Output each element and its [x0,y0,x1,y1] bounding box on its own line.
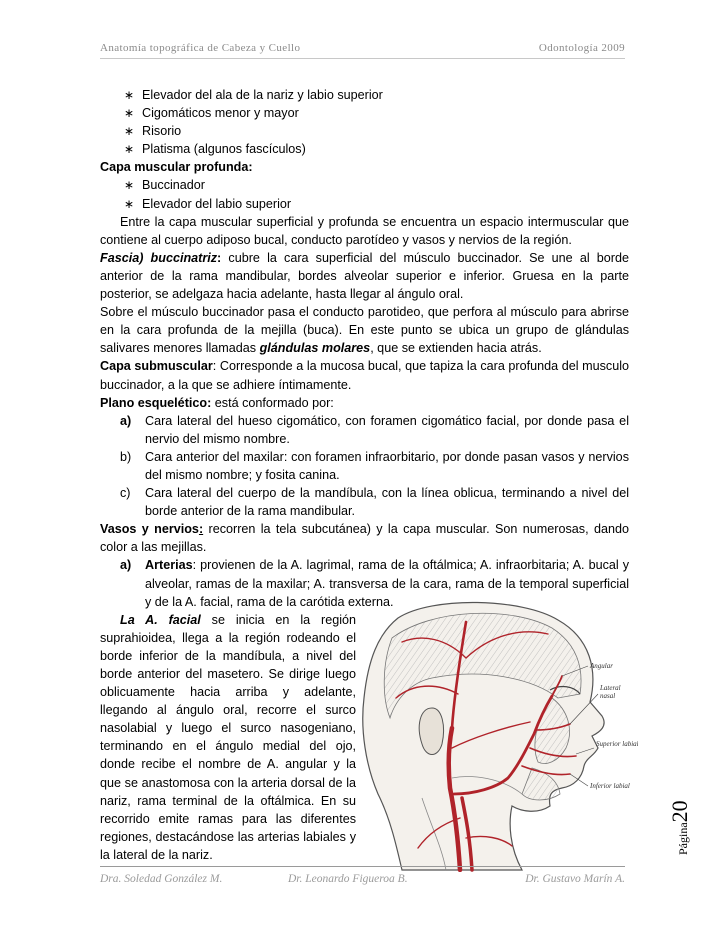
header-course-title: Anatomía topográfica de Cabeza y Cuello [100,42,301,54]
skeletal-plane-paragraph: Plano esquelético: está conformado por: [100,395,334,410]
ear [419,708,443,755]
fascia-term: Fascia) buccinatriz [100,250,218,265]
head-neck-arteries-drawing [362,598,638,872]
list-item: a) Arterias: provienen de la A. lagrimal, rama de la oftálmica; A. infraorbitaria; A. bucal y alveolar, ramas de la maxilar; A. transversa de la cara, rama de la temporal superficial y de la A. facial, rama de la carótida externa. [120,558,629,609]
label-lateral-nasal: Lateral nasal [600,684,621,700]
asterisk-bullet-icon: ∗ [124,124,135,139]
fascia-paragraph: Fascia) buccinatriz: cubre la cara superficial del músculo buccinador. Se une al borde anterior de la rama mandibular, bordes alveolar superior e inferior. Gruesa en la parte posterior, se adelgaza hacia adelante, hasta llegar al ángulo oral. [100,250,629,302]
facial-artery-illustration [362,598,638,872]
label-superior-labial: Superior labial [596,740,638,748]
facial-artery-paragraph: La A. facial se inicia en la región suprahioidea, llega a la región rodeando el borde inferior de la mandíbula, a nivel del borde anterior del masetero. Se dirige luego oblicuamente hacia arriba y adelante, llegando al ángulo oral, recorre el surco nasolabial y luego el surco nasogeniano, terminando en el ángulo medial del ojo, donde recibe el nombre de A. angular y la que se anastomosa con la arteria dorsal de la nariz, rama terminal de la oftálmica. En su recorrido emite ramas para las diferentes regiones, destacándose las arterias labiales y la lateral de la nariz. [100,612,357,862]
deep-layer-heading: Capa muscular profunda: [100,160,253,175]
list-item: ∗ Platisma (algunos fascículos) [124,140,629,158]
page-number: 20 [667,800,692,823]
page-number-vertical [667,800,693,855]
footer-author-3: Dr. Gustavo Marín A. [525,873,625,885]
facial-artery-term: La A. facial [120,612,201,627]
list-item: ∗ Buccinador [124,176,629,194]
footer-author-1: Dra. Soledad González M. [100,873,223,885]
list-item: ∗ Cigomáticos menor y mayor [124,104,629,122]
list-item: ∗ Risorio [124,122,629,140]
skeletal-plane-term: Plano esquelético: [100,395,212,410]
asterisk-bullet-icon: ∗ [124,106,135,121]
asterisk-bullet-icon: ∗ [124,196,135,211]
arteries-term: Arterias [145,558,193,573]
page-header [100,42,625,59]
vessels-nerves-paragraph: Vasos y nervios: recorren la tela subcutánea) y la capa muscular. Son numerosas, dando color a las mejillas. [100,522,629,555]
buccinator-paragraph: Sobre el músculo buccinador pasa el conducto parotideo, que perfora al músculo para abrirse en la cara profunda de la mejilla (buca). En este punto se ubica un grupo de glándulas salivares menores llamadas glándulas molares, que se extienden hacia atrás. [100,305,629,356]
intermuscular-paragraph: Entre la capa muscular superficial y profunda se encuentra un espacio intermuscular que contiene al cuerpo adiposo bucal, conducto parotídeo y vasos y nervios de la región. [100,214,629,247]
header-program-year: Odontología 2009 [538,42,625,54]
submucosal-paragraph: Capa submuscular: Corresponde a la mucosa bucal, que tapiza la cara profunda del musculo buccinador, a la que se adhiere íntimamente. [100,359,630,392]
list-item: a) Cara lateral del hueso cigomático, con foramen cigomático facial, por donde pasa el nervio del mismo nombre. [120,413,629,446]
list-item: ∗ Elevador del ala de la nariz y labio superior [124,86,629,104]
footer-author-2: Dr. Leonardo Figueroa B. [288,873,408,885]
asterisk-bullet-icon: ∗ [124,88,135,102]
molar-glands-term: glándulas molares [259,341,371,356]
list-item: c) Cara lateral del cuerpo de la mandíbula, con la línea oblicua, terminando a nivel del borde anterior de la rama mandibular. [120,486,629,519]
vessels-nerves-term: Vasos y nervios [100,522,199,537]
submucosal-term: Capa submuscular [100,359,213,374]
label-angular: Angular [590,662,613,670]
page-footer [100,866,625,887]
list-item: b) Cara anterior del maxilar: con foramen infraorbitario, por donde pasan vasos y nervios del mismo nombre; y fosita canina. [120,449,629,482]
list-item: ∗ Elevador del labio superior [124,195,629,213]
superficial-muscle-list [100,86,629,158]
skeletal-plane-list [100,412,629,521]
deep-muscle-list [100,176,629,212]
label-inferior-labial: Inferior labial [590,782,630,790]
asterisk-bullet-icon: ∗ [124,178,135,193]
asterisk-bullet-icon: ∗ [124,142,135,157]
page-label: Página [676,822,690,855]
